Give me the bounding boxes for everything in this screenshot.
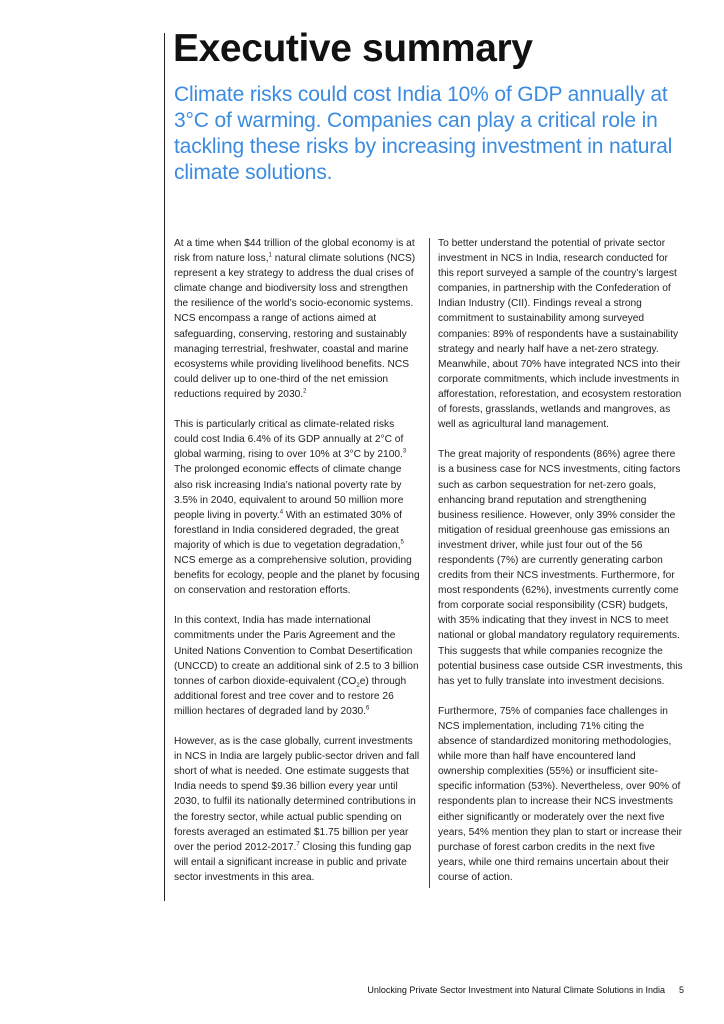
footnote-marker: 2 — [303, 388, 307, 395]
text-run: NCS emerge as a comprehensive solution, providing benefits for ecology, people and the planet by focusing on conservation and restoration efforts. — [174, 554, 420, 597]
page-title: Executive summary — [173, 27, 533, 70]
page-number: 5 — [678, 985, 684, 995]
right-paragraph-1: To better understand the potential of private sector investment in NCS in India, research conducted for this report surveyed a sample of the country’s largest companies, in partnership with the Confederation of Indian Industry (CII). Findings reveal a strong commitment to sustainability among surveyed companies: 89% of respondents have a sustainability strategy and nearly half have a net-zero strategy. Meanwhile, about 70% have integrated NCS into their corporate commitments, which include investments in afforestation, reforestation, and ecosystem restoration of forests, grasslands, wetlands and mangroves, as well as agricultural land management. — [438, 238, 682, 431]
left-column — [174, 236, 420, 900]
left-paragraph-4 — [174, 734, 420, 885]
page-footer — [300, 985, 684, 995]
footnote-marker: 5 — [400, 539, 404, 546]
subscript: 2 — [356, 682, 360, 689]
text-run: Closing this funding gap will entail a significant increase in public and private sector investments in this area. — [174, 841, 412, 883]
column-divider — [429, 238, 430, 888]
text-run: At a time when $44 trillion of the global economy is at risk from nature loss, — [174, 238, 415, 265]
text-run: With an estimated 30% of forestland in India considered degraded, the great majority of which is due to vegetation degradation, — [174, 509, 402, 551]
footnote-marker: 4 — [279, 509, 284, 516]
right-paragraph-3: Furthermore, 75% of companies face challenges in NCS implementation, including 71% citing the absence of standardized monitoring methodologies, while more than half have encountered land ownership complexities (55%) or insufficient site-specific information (53%). Nevertheless, over 90% of respondents plan to increase their NCS investments either significantly or moderately over the next five years, 54% mention they plan to start or increase their purchase of forest carbon credits in the next five years, while one third remains uncertain about their course of action. — [438, 705, 683, 883]
footer-report-title: Unlocking Private Sector Investment into Natural Climate Solutions in India — [367, 985, 665, 995]
text-run: However, as is the case globally, current investments in NCS in India are largely public-sector driven and fall short of what is needed. One estimate suggests that India needs to spend $9.36 billion every year until 2030, to fulfil its nationally determined contributions in the forestry sector, while actual public spending on forests averaged an estimated $1.75 billion per year over the period 2012-2017. — [174, 736, 420, 853]
footnote-marker: 6 — [366, 705, 370, 712]
left-paragraph-2 — [174, 417, 420, 598]
text-run: The prolonged economic effects of climate change also risk increasing India’s national poverty rate by 3.5% in 2040, equivalent to around 50 million more people living in poverty. — [174, 464, 404, 521]
page-subtitle: Climate risks could cost India 10% of GDP annually at 3°C of warming. Companies can play a critical role in tackling these risks by increasing investment in natural climate solutions. — [174, 83, 673, 184]
footnote-marker: 1 — [268, 252, 272, 259]
text-run: In this context, India has made international commitments under the Paris Agreement and the United Nations Convention to Combat Desertification (UNCCD) to create an additional sink of 2.5 to 3 billion tonnes of carbon dioxide-equivalent (CO — [174, 615, 419, 687]
left-paragraph-1 — [174, 236, 420, 402]
left-margin-rule — [164, 33, 165, 901]
right-column — [438, 236, 683, 900]
text-run: e) through additional forest and tree cover and to restore 26 million hectares of degraded land by 2030. — [174, 675, 407, 717]
footnote-marker: 3 — [402, 448, 407, 455]
left-paragraph-3 — [174, 613, 420, 719]
text-run: natural climate solutions (NCS) represent a key strategy to address the dual crises of climate change and biodiversity loss and strengthen the resilience of the world’s socio-economic systems. NCS encompass a range of actions aimed at safeguarding, conserving, restoring and sustainably managing terrestrial, freshwater, coastal and marine ecosystems while providing livelihood benefits. NCS could deliver up to one-third of the net emission reductions required by 2030. — [174, 253, 416, 400]
right-paragraph-2: The great majority of respondents (86%) agree there is a business case for NCS investments, citing factors such as carbon sequestration for net-zero goals, enhancing brand reputation and strengthening business resilience. However, only 39% consider the mitigation of residual greenhouse gas emissions an investment driver, while just four out of the 56 respondents (7%) are currently generating carbon credits from their NCS investments. Furthermore, for most respondents (62%), investments currently come from corporate social responsibility (CSR) budgets, with 35% indicating that they invest in NCS to meet national or global mandatory regulatory requirements. This suggests that while companies recognize the potential business case outside CSR investments, this has yet to fully translate into investment decisions. — [438, 449, 683, 687]
footnote-marker: 7 — [296, 841, 300, 848]
text-run: This is particularly critical as climate-related risks could cost India 6.4% of its GDP annually at 2°C of global warming, rising to over 10% at 3°C by 2100. — [174, 419, 404, 461]
